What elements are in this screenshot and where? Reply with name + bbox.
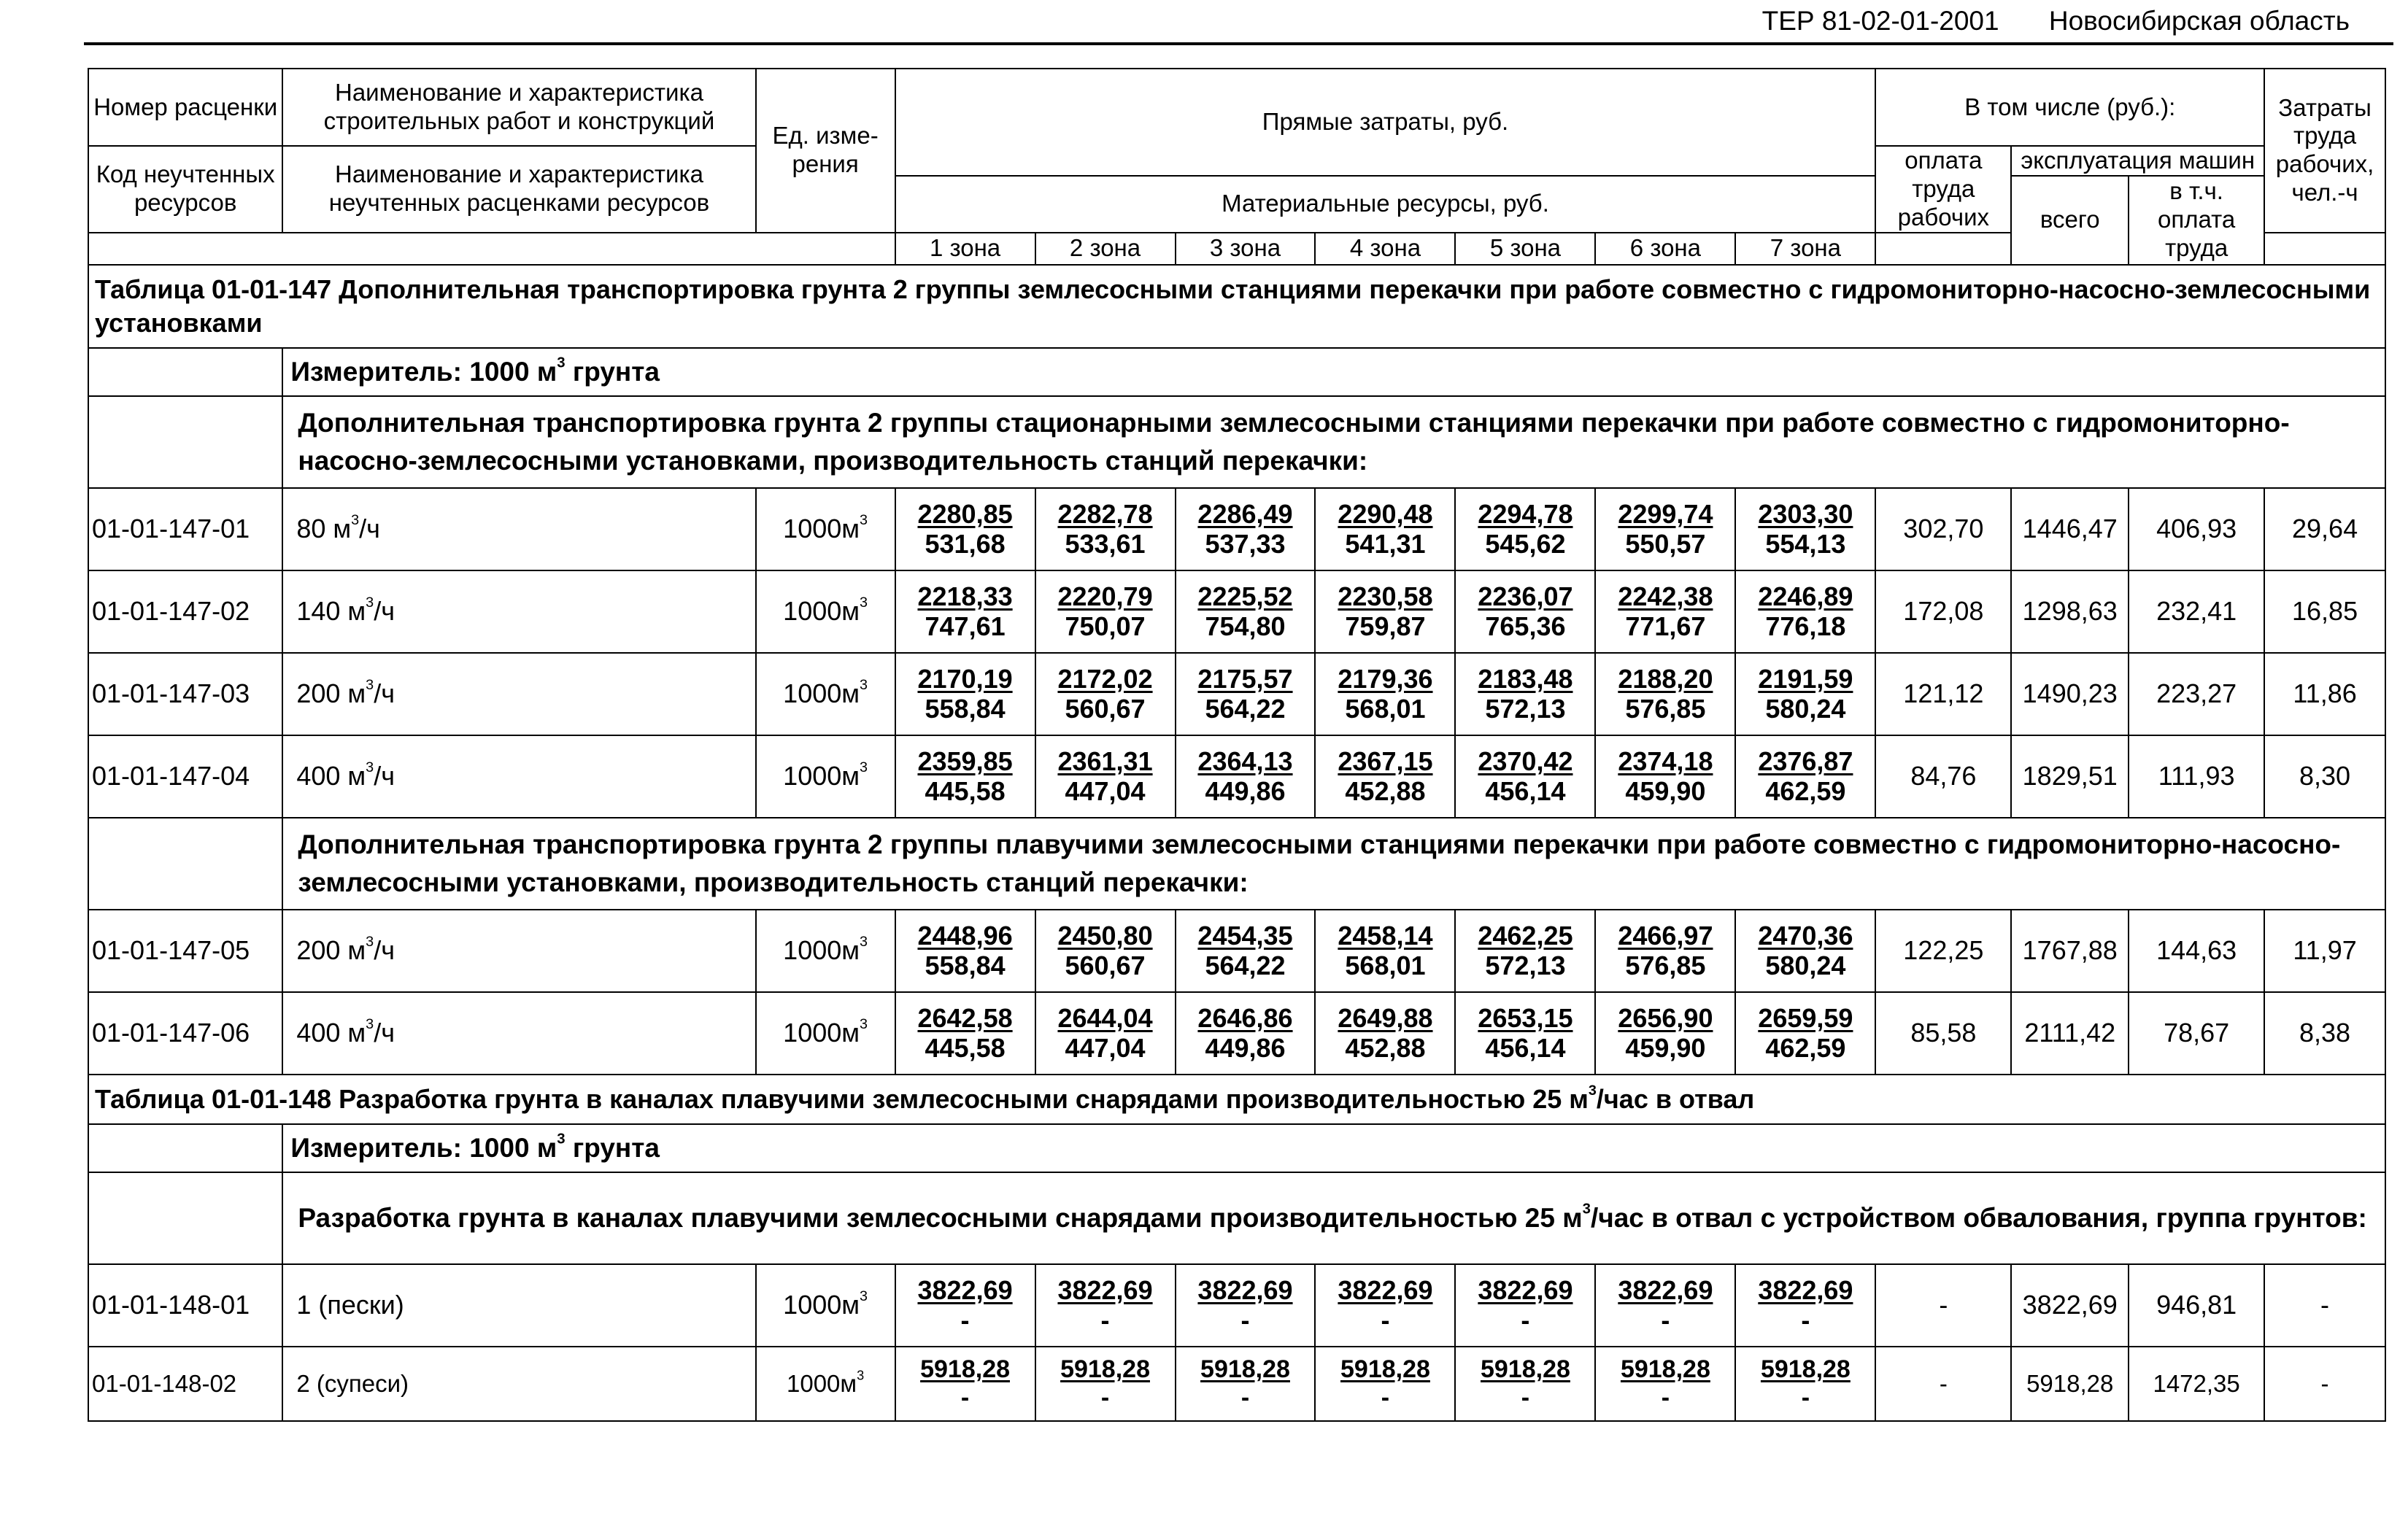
direct-cost-value: 2303,30 bbox=[1758, 498, 1853, 529]
material-cost-value: - bbox=[1661, 1384, 1670, 1412]
header-labor-pay: оплата труда рабочих bbox=[1875, 146, 2011, 233]
zone-3-cost bbox=[1176, 653, 1316, 735]
zone-1-cost bbox=[895, 1347, 1035, 1421]
labor-hours-value: 11,86 bbox=[2264, 653, 2385, 735]
labor-pay-value: - bbox=[1875, 1264, 2011, 1347]
material-cost-value: - bbox=[1240, 1384, 1250, 1412]
direct-cost-value: 2183,48 bbox=[1478, 663, 1573, 694]
machines-labor-value: 1472,35 bbox=[2129, 1347, 2264, 1421]
labor-hours-value: 8,38 bbox=[2264, 992, 2385, 1075]
material-cost-value: 531,68 bbox=[925, 528, 1006, 559]
rate-code: 01-01-147-03 bbox=[88, 653, 282, 735]
zone-1-cost bbox=[895, 570, 1035, 653]
direct-cost-value: 2367,15 bbox=[1338, 746, 1433, 776]
header-spacer bbox=[1875, 233, 2011, 265]
section-title: Дополнительная транспортировка грунта 2 группы плавучими землесосными станциями перекачки при работе совместно с гидромониторно-насосно-землесосными установками, производительность станций перекачки: bbox=[282, 818, 2385, 910]
labor-pay-value: 84,76 bbox=[1875, 735, 2011, 818]
empty-cell bbox=[88, 1172, 282, 1264]
header-machines-total: всего bbox=[2011, 176, 2129, 265]
direct-cost-value: 2374,18 bbox=[1618, 746, 1713, 776]
unit-cell: $1000м^3$ bbox=[756, 488, 895, 570]
direct-cost-value: 2649,88 bbox=[1338, 1002, 1433, 1033]
zone-5-cost bbox=[1455, 992, 1595, 1075]
empty-cell bbox=[88, 1124, 282, 1172]
zone-3-cost bbox=[1176, 570, 1316, 653]
machines-total-value: 5918,28 bbox=[2011, 1347, 2129, 1421]
labor-hours-value: 11,97 bbox=[2264, 910, 2385, 992]
direct-cost-value: 2448,96 bbox=[917, 920, 1013, 951]
labor-hours-value: 29,64 bbox=[2264, 488, 2385, 570]
zone-1-cost bbox=[895, 1264, 1035, 1347]
zone-6-cost bbox=[1595, 653, 1735, 735]
material-cost-value: 747,61 bbox=[925, 611, 1006, 641]
zone-1-cost bbox=[895, 735, 1035, 818]
direct-cost-value: 2466,97 bbox=[1618, 920, 1713, 951]
section-row bbox=[88, 1172, 2385, 1264]
machines-total-value: 3822,69 bbox=[2011, 1264, 2129, 1347]
header-spacer bbox=[2264, 233, 2385, 265]
unit-cell: $1000м^3$ bbox=[756, 653, 895, 735]
table-title-row bbox=[88, 1075, 2385, 1124]
zone-7-cost bbox=[1735, 1264, 1875, 1347]
material-cost-value: 537,33 bbox=[1205, 528, 1286, 559]
header-zone-3: 3 зона bbox=[1176, 233, 1316, 265]
labor-pay-value: 302,70 bbox=[1875, 488, 2011, 570]
material-cost-value: 564,22 bbox=[1205, 950, 1286, 980]
zone-3-cost bbox=[1176, 735, 1316, 818]
direct-cost-value: 2470,36 bbox=[1758, 920, 1853, 951]
material-cost-value: 759,87 bbox=[1345, 611, 1426, 641]
material-cost-value: 452,88 bbox=[1345, 775, 1426, 806]
zone-4-cost bbox=[1315, 1347, 1455, 1421]
material-cost-value: 550,57 bbox=[1625, 528, 1706, 559]
work-name: 200 $м^3/ч$ bbox=[282, 910, 755, 992]
material-cost-value: 558,84 bbox=[925, 693, 1006, 724]
zone-5-cost bbox=[1455, 1347, 1595, 1421]
labor-pay-value: 172,08 bbox=[1875, 570, 2011, 653]
zone-4-cost bbox=[1315, 488, 1455, 570]
material-cost-value: 462,59 bbox=[1765, 1032, 1846, 1063]
empty-cell bbox=[88, 348, 282, 396]
direct-cost-value: 2282,78 bbox=[1057, 498, 1153, 529]
empty-cell bbox=[88, 818, 282, 910]
header-rule bbox=[84, 42, 2393, 45]
direct-cost-value: 2172,02 bbox=[1057, 663, 1153, 694]
machines-total-value: 1446,47 bbox=[2011, 488, 2129, 570]
machines-labor-value: 144,63 bbox=[2129, 910, 2264, 992]
zone-3-cost bbox=[1176, 1264, 1316, 1347]
table-row bbox=[88, 570, 2385, 653]
header-number: Номер расценки bbox=[88, 69, 282, 146]
direct-cost-value: 2653,15 bbox=[1478, 1002, 1573, 1033]
zone-6-cost bbox=[1595, 1264, 1735, 1347]
zone-6-cost bbox=[1595, 992, 1735, 1075]
zone-2-cost bbox=[1035, 1264, 1176, 1347]
table-row bbox=[88, 1347, 2385, 1421]
meter-label: Измеритель: 1000 $м^3$ грунта bbox=[282, 1124, 2385, 1172]
zone-3-cost bbox=[1176, 910, 1316, 992]
direct-cost-value: 2175,57 bbox=[1197, 663, 1293, 694]
rate-code: 01-01-147-04 bbox=[88, 735, 282, 818]
labor-pay-value: - bbox=[1875, 1347, 2011, 1421]
zone-1-cost bbox=[895, 653, 1035, 735]
labor-hours-value: - bbox=[2264, 1264, 2385, 1347]
meter-label: Измеритель: 1000 $м^3$ грунта bbox=[282, 348, 2385, 396]
material-cost-value: - bbox=[1100, 1384, 1110, 1412]
material-cost-value: - bbox=[1100, 1305, 1110, 1335]
header-zone-5: 5 зона bbox=[1455, 233, 1595, 265]
work-name: 1 (пески) bbox=[282, 1264, 755, 1347]
direct-cost-value: 2230,58 bbox=[1338, 581, 1433, 611]
running-head bbox=[1762, 6, 2350, 36]
direct-cost-value: 2458,14 bbox=[1338, 920, 1433, 951]
table-row bbox=[88, 992, 2385, 1075]
direct-cost-value: 2220,79 bbox=[1057, 581, 1153, 611]
section-title: Разработка грунта в каналах плавучими землесосными снарядами производительностью 25 $м^3$/час в отвал с устройством обвалования, группа грунтов: bbox=[282, 1172, 2385, 1264]
zone-4-cost bbox=[1315, 1264, 1455, 1347]
zone-2-cost bbox=[1035, 992, 1176, 1075]
work-name: 80 $м^3/ч$ bbox=[282, 488, 755, 570]
direct-cost-value: 3822,69 bbox=[1338, 1274, 1433, 1305]
unit-cell: $1000м^3$ bbox=[756, 735, 895, 818]
direct-cost-value: 2218,33 bbox=[917, 581, 1013, 611]
direct-cost-value: 5918,28 bbox=[1760, 1355, 1851, 1383]
material-cost-value: - bbox=[1381, 1305, 1390, 1335]
zone-7-cost bbox=[1735, 992, 1875, 1075]
table-body bbox=[88, 265, 2385, 1421]
material-cost-value: - bbox=[1521, 1384, 1530, 1412]
zone-1-cost bbox=[895, 910, 1035, 992]
zone-5-cost bbox=[1455, 735, 1595, 818]
material-cost-value: 754,80 bbox=[1205, 611, 1286, 641]
rate-code: 01-01-148-02 bbox=[88, 1347, 282, 1421]
material-cost-value: 750,07 bbox=[1065, 611, 1146, 641]
document-code: ТЕР 81-02-01-2001 bbox=[1761, 6, 1999, 36]
work-name: 2 (супеси) bbox=[282, 1347, 755, 1421]
direct-cost-value: 5918,28 bbox=[1340, 1355, 1430, 1383]
material-cost-value: 560,67 bbox=[1065, 950, 1146, 980]
direct-cost-value: 5918,28 bbox=[1620, 1355, 1710, 1383]
material-cost-value: 765,36 bbox=[1485, 611, 1566, 641]
work-name: 400 $м^3/ч$ bbox=[282, 992, 755, 1075]
unit-cell: $1000м^3$ bbox=[756, 570, 895, 653]
labor-hours-value: 16,85 bbox=[2264, 570, 2385, 653]
machines-labor-value: 406,93 bbox=[2129, 488, 2264, 570]
material-cost-value: 572,13 bbox=[1485, 693, 1566, 724]
header-machines: эксплуатация машин bbox=[2011, 146, 2264, 176]
material-cost-value: 447,04 bbox=[1065, 1032, 1146, 1063]
direct-cost-value: 3822,69 bbox=[1057, 1274, 1153, 1305]
header-labor-costs: Затраты труда рабочих, чел.-ч bbox=[2264, 69, 2385, 233]
zone-3-cost bbox=[1176, 488, 1316, 570]
material-cost-value: 459,90 bbox=[1625, 775, 1706, 806]
direct-cost-value: 2286,49 bbox=[1197, 498, 1293, 529]
material-cost-value: - bbox=[1801, 1384, 1810, 1412]
zone-5-cost bbox=[1455, 653, 1595, 735]
material-cost-value: 459,90 bbox=[1625, 1032, 1706, 1063]
empty-cell bbox=[88, 396, 282, 488]
zone-3-cost bbox=[1176, 992, 1316, 1075]
material-cost-value: 462,59 bbox=[1765, 775, 1846, 806]
material-cost-value: - bbox=[1801, 1305, 1810, 1335]
direct-cost-value: 2188,20 bbox=[1618, 663, 1713, 694]
rate-code: 01-01-147-05 bbox=[88, 910, 282, 992]
work-name: 200 $м^3/ч$ bbox=[282, 653, 755, 735]
labor-pay-value: 85,58 bbox=[1875, 992, 2011, 1075]
zone-5-cost bbox=[1455, 488, 1595, 570]
direct-cost-value: 2246,89 bbox=[1758, 581, 1853, 611]
zone-1-cost bbox=[895, 992, 1035, 1075]
zone-7-cost bbox=[1735, 735, 1875, 818]
header-zone-7: 7 зона bbox=[1735, 233, 1875, 265]
direct-cost-value: 5918,28 bbox=[1200, 1355, 1290, 1383]
machines-total-value: 1298,63 bbox=[2011, 570, 2129, 653]
header-zone-6: 6 зона bbox=[1595, 233, 1735, 265]
material-cost-value: 572,13 bbox=[1485, 950, 1566, 980]
material-cost-value: - bbox=[1240, 1305, 1250, 1335]
direct-cost-value: 2294,78 bbox=[1478, 498, 1573, 529]
material-cost-value: 456,14 bbox=[1485, 1032, 1566, 1063]
material-cost-value: 449,86 bbox=[1205, 1032, 1286, 1063]
region-name: Новосибирская область bbox=[2048, 6, 2350, 36]
zone-7-cost bbox=[1735, 570, 1875, 653]
header-zone-1: 1 зона bbox=[895, 233, 1035, 265]
section-row bbox=[88, 818, 2385, 910]
material-cost-value: 445,58 bbox=[925, 775, 1006, 806]
table-header bbox=[88, 69, 2385, 265]
rates-table bbox=[88, 68, 2386, 1422]
header-zone-4: 4 зона bbox=[1315, 233, 1455, 265]
material-cost-value: 452,88 bbox=[1345, 1032, 1426, 1063]
direct-cost-value: 3822,69 bbox=[1478, 1274, 1573, 1305]
material-cost-value: 776,18 bbox=[1765, 611, 1846, 641]
zone-6-cost bbox=[1595, 488, 1735, 570]
material-cost-value: 580,24 bbox=[1765, 950, 1846, 980]
machines-total-value: 1767,88 bbox=[2011, 910, 2129, 992]
direct-cost-value: 2364,13 bbox=[1197, 746, 1293, 776]
direct-cost-value: 5918,28 bbox=[1480, 1355, 1570, 1383]
material-cost-value: 576,85 bbox=[1625, 950, 1706, 980]
table-title: Таблица 01-01-147 Дополнительная транспортировка грунта 2 группы землесосными станциями перекачки при работе совместно с гидромониторно-насосно-землесосными установками bbox=[88, 265, 2385, 348]
unit-cell: $1000м^3$ bbox=[756, 910, 895, 992]
material-cost-value: 568,01 bbox=[1345, 693, 1426, 724]
unit-cell: $1000м^3$ bbox=[756, 1347, 895, 1421]
unit-cell: $1000м^3$ bbox=[756, 992, 895, 1075]
direct-cost-value: 2299,74 bbox=[1618, 498, 1713, 529]
zone-7-cost bbox=[1735, 653, 1875, 735]
zone-2-cost bbox=[1035, 735, 1176, 818]
zone-3-cost bbox=[1176, 1347, 1316, 1421]
zone-5-cost bbox=[1455, 910, 1595, 992]
section-row bbox=[88, 396, 2385, 488]
material-cost-value: 554,13 bbox=[1765, 528, 1846, 559]
header-including: В том числе (руб.): bbox=[1875, 69, 2264, 146]
rate-code: 01-01-147-06 bbox=[88, 992, 282, 1075]
direct-cost-value: 3822,69 bbox=[1758, 1274, 1853, 1305]
zone-7-cost bbox=[1735, 1347, 1875, 1421]
zone-6-cost bbox=[1595, 910, 1735, 992]
meter-row bbox=[88, 348, 2385, 396]
table-row bbox=[88, 488, 2385, 570]
zone-4-cost bbox=[1315, 653, 1455, 735]
work-name: 140 $м^3/ч$ bbox=[282, 570, 755, 653]
direct-cost-value: 2359,85 bbox=[917, 746, 1013, 776]
material-cost-value: 558,84 bbox=[925, 950, 1006, 980]
zone-6-cost bbox=[1595, 570, 1735, 653]
machines-labor-value: 946,81 bbox=[2129, 1264, 2264, 1347]
zone-2-cost bbox=[1035, 653, 1176, 735]
direct-cost-value: 2242,38 bbox=[1618, 581, 1713, 611]
machines-total-value: 1829,51 bbox=[2011, 735, 2129, 818]
material-cost-value: 541,31 bbox=[1345, 528, 1426, 559]
header-name: Наименование и характеристика строительных работ и конструкций bbox=[282, 69, 755, 146]
machines-labor-value: 111,93 bbox=[2129, 735, 2264, 818]
labor-pay-value: 122,25 bbox=[1875, 910, 2011, 992]
direct-cost-value: 2646,86 bbox=[1197, 1002, 1293, 1033]
machines-labor-value: 232,41 bbox=[2129, 570, 2264, 653]
labor-hours-value: 8,30 bbox=[2264, 735, 2385, 818]
material-cost-value: - bbox=[1521, 1305, 1530, 1335]
meter-row bbox=[88, 1124, 2385, 1172]
material-cost-value: 564,22 bbox=[1205, 693, 1286, 724]
material-cost-value: 771,67 bbox=[1625, 611, 1706, 641]
material-cost-value: - bbox=[1381, 1384, 1390, 1412]
machines-labor-value: 78,67 bbox=[2129, 992, 2264, 1075]
zone-5-cost bbox=[1455, 570, 1595, 653]
material-cost-value: 533,61 bbox=[1065, 528, 1146, 559]
material-cost-value: 445,58 bbox=[925, 1032, 1006, 1063]
header-direct-costs: Прямые затраты, руб. bbox=[895, 69, 1876, 176]
direct-cost-value: 2280,85 bbox=[917, 498, 1013, 529]
unit-cell: $1000м^3$ bbox=[756, 1264, 895, 1347]
header-unit: Ед. изме-рения bbox=[756, 69, 895, 233]
work-name: 400 $м^3/ч$ bbox=[282, 735, 755, 818]
direct-cost-value: 5918,28 bbox=[1060, 1355, 1150, 1383]
table-row bbox=[88, 735, 2385, 818]
direct-cost-value: 2656,90 bbox=[1618, 1002, 1713, 1033]
direct-cost-value: 2236,07 bbox=[1478, 581, 1573, 611]
direct-cost-value: 2642,58 bbox=[917, 1002, 1013, 1033]
direct-cost-value: 2644,04 bbox=[1057, 1002, 1153, 1033]
zone-4-cost bbox=[1315, 992, 1455, 1075]
direct-cost-value: 5918,28 bbox=[920, 1355, 1011, 1383]
zone-7-cost bbox=[1735, 910, 1875, 992]
header-machines-labor: в т.ч. оплата труда bbox=[2129, 176, 2264, 265]
direct-cost-value: 2659,59 bbox=[1758, 1002, 1853, 1033]
direct-cost-value: 2454,35 bbox=[1197, 920, 1293, 951]
zone-4-cost bbox=[1315, 910, 1455, 992]
direct-cost-value: 2225,52 bbox=[1197, 581, 1293, 611]
material-cost-value: - bbox=[960, 1384, 970, 1412]
zone-1-cost bbox=[895, 488, 1035, 570]
direct-cost-value: 3822,69 bbox=[917, 1274, 1013, 1305]
section-title: Дополнительная транспортировка грунта 2 группы стационарными землесосными станциями перекачки при работе совместно с гидромониторно-насосно-землесосными установками, производительность станций перекачки: bbox=[282, 396, 2385, 488]
labor-hours-value: - bbox=[2264, 1347, 2385, 1421]
direct-cost-value: 2361,31 bbox=[1057, 746, 1153, 776]
zone-6-cost bbox=[1595, 1347, 1735, 1421]
rate-code: 01-01-147-02 bbox=[88, 570, 282, 653]
direct-cost-value: 2462,25 bbox=[1478, 920, 1573, 951]
material-cost-value: 456,14 bbox=[1485, 775, 1566, 806]
material-cost-value: 449,86 bbox=[1205, 775, 1286, 806]
direct-cost-value: 2376,87 bbox=[1758, 746, 1853, 776]
zone-2-cost bbox=[1035, 570, 1176, 653]
direct-cost-value: 3822,69 bbox=[1618, 1274, 1713, 1305]
labor-pay-value: 121,12 bbox=[1875, 653, 2011, 735]
zone-4-cost bbox=[1315, 570, 1455, 653]
zone-5-cost bbox=[1455, 1264, 1595, 1347]
material-cost-value: 560,67 bbox=[1065, 693, 1146, 724]
machines-total-value: 1490,23 bbox=[2011, 653, 2129, 735]
machines-labor-value: 223,27 bbox=[2129, 653, 2264, 735]
material-cost-value: 576,85 bbox=[1625, 693, 1706, 724]
table-row bbox=[88, 1264, 2385, 1347]
material-cost-value: 568,01 bbox=[1345, 950, 1426, 980]
table-title: Таблица 01-01-148 Разработка грунта в каналах плавучими землесосными снарядами производительностью 25 $м^3$/час в отвал bbox=[88, 1075, 2385, 1124]
direct-cost-value: 2170,19 bbox=[917, 663, 1013, 694]
header-resource-name: Наименование и характеристика неучтенных расценками ресурсов bbox=[282, 146, 755, 233]
material-cost-value: - bbox=[1661, 1305, 1670, 1335]
zone-7-cost bbox=[1735, 488, 1875, 570]
material-cost-value: 580,24 bbox=[1765, 693, 1846, 724]
header-spacer bbox=[88, 233, 895, 265]
header-materials: Материальные ресурсы, руб. bbox=[895, 176, 1876, 233]
table-row bbox=[88, 910, 2385, 992]
header-zone-2: 2 зона bbox=[1035, 233, 1176, 265]
zone-2-cost bbox=[1035, 910, 1176, 992]
material-cost-value: 545,62 bbox=[1485, 528, 1566, 559]
direct-cost-value: 2370,42 bbox=[1478, 746, 1573, 776]
zone-6-cost bbox=[1595, 735, 1735, 818]
zone-2-cost bbox=[1035, 488, 1176, 570]
rate-code: 01-01-148-01 bbox=[88, 1264, 282, 1347]
direct-cost-value: 2179,36 bbox=[1338, 663, 1433, 694]
direct-cost-value: 3822,69 bbox=[1197, 1274, 1293, 1305]
direct-cost-value: 2191,59 bbox=[1758, 663, 1853, 694]
table-row bbox=[88, 653, 2385, 735]
table-title-row bbox=[88, 265, 2385, 348]
material-cost-value: 447,04 bbox=[1065, 775, 1146, 806]
machines-total-value: 2111,42 bbox=[2011, 992, 2129, 1075]
zone-2-cost bbox=[1035, 1347, 1176, 1421]
zone-4-cost bbox=[1315, 735, 1455, 818]
direct-cost-value: 2290,48 bbox=[1338, 498, 1433, 529]
direct-cost-value: 2450,80 bbox=[1057, 920, 1153, 951]
material-cost-value: - bbox=[960, 1305, 970, 1335]
rate-code: 01-01-147-01 bbox=[88, 488, 282, 570]
header-resource-code: Код неучтенных ресурсов bbox=[88, 146, 282, 233]
